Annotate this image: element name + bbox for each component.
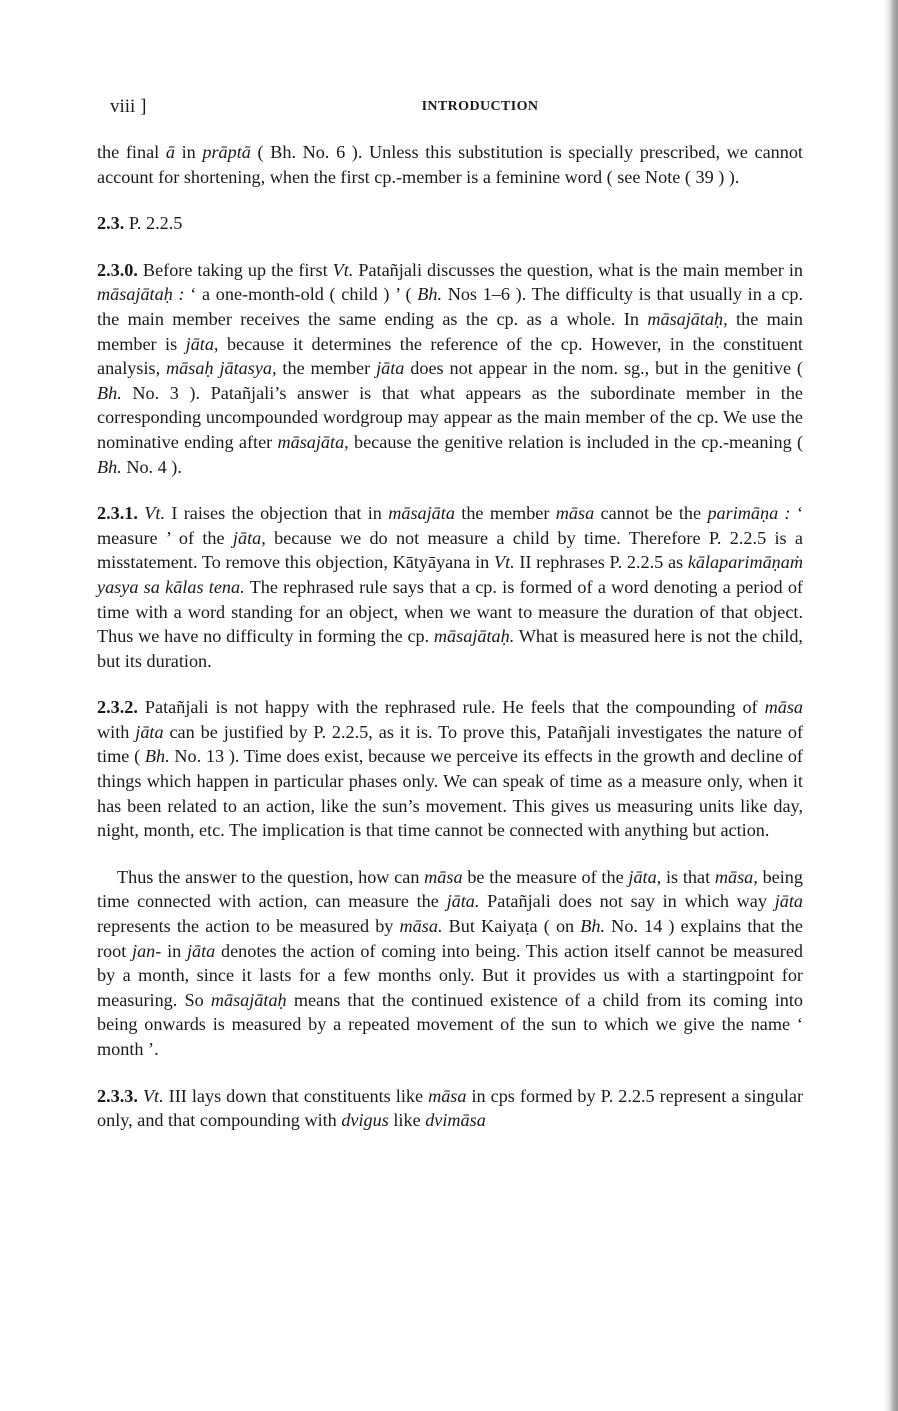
- paragraph-2-3-1: 2.3.1. Vt. I raises the objection that in māsajāta the member māsa cannot be the parimāṇa : ‘ measure ’ of the jāta, because we do not measure a child by time. Therefore P. 2.2.5 is a misstatement. To remove this objection, Kātyāyana in Vt. II rephrases P. 2.2.5 as kālaparimāṇaṁ yasya sa kālas tena. The rephrased rule says that a cp. is formed of a word denoting a period of time with a word standing for an object, when we want to measure the duration of that object. Thus we have no difficulty in forming the cp. māsajātaḥ. What is measured here is not the child, but its duration.: [97, 503, 803, 671]
- page-number: viii ]: [110, 96, 147, 117]
- page-body: [97, 140, 803, 1133]
- paragraph-continuation: the final ā in prāptā ( Bh. No. 6 ). Unless this substitution is specially prescribed, we cannot account for shortening, when the first cp.-member is a feminine word ( see Note ( 39 ) ).: [97, 142, 803, 187]
- running-header: [110, 96, 810, 120]
- paragraph-2-3-2: 2.3.2. Patañjali is not happy with the rephrased rule. He feels that the compounding of māsa with jāta can be justified by P. 2.2.5, as it is. To prove this, Patañjali investigates the nature of time ( Bh. No. 13 ). Time does exist, because we perceive its effects in the growth and decline of things which happen in particular phases only. We can speak of time as a measure only, when it has been related to an action, like the sun’s movement. This gives us measuring units like day, night, month, etc. The implication is that time cannot be connected with anything but action.: [97, 697, 804, 841]
- paragraph-2-3-0: 2.3.0. Before taking up the first Vt. Patañjali discusses the question, what is the main member in māsajātaḥ : ‘ a one-month-old ( child ) ’ ( Bh. Nos 1–6 ). The difficulty is that usually in a cp. the main member receives the same ending as the cp. as a whole. In māsajātaḥ, the main member is jāta, because it determines the reference of the cp. However, in the constituent analysis, māsaḥ jātasya, the member jāta does not appear in the nom. sg., but in the genitive ( Bh. No. 3 ). Patañjali’s answer is that what appears as the subordinate member in the corresponding uncompounded wordgroup may appear as the main member of the cp. We use the nominative ending after māsajāta, because the genitive relation is included in the cp.-meaning ( Bh. No. 4 ).: [97, 259, 804, 477]
- running-title: INTRODUCTION: [421, 99, 539, 114]
- paragraph-2-3-3: 2.3.3. Vt. III lays down that constituents like māsa in cps formed by P. 2.2.5 represent a singular only, and that compounding with dvigus like dvimāsa: [97, 1085, 804, 1131]
- paragraph-2-3-2-continued: Thus the answer to the question, how can māsa be the measure of the jāta, is that māsa, being time connected with action, can measure the jāta. Patañjali does not say in which way jāta represents the action to be measured by māsa. But Kaiyaṭa ( on Bh. No. 14 ) explains that the root jan- in jāta denotes the action of coming into being. This action itself cannot be measured by a month, since it lasts for a few months only. But it provides us with a startingpoint for measuring. So māsajātaḥ means that the continued existence of a child from its coming into being onwards is measured by a repeated movement of the sun to which we give the name ‘ month ’.: [97, 866, 804, 1059]
- section-heading-2-3: 2.3. P. 2.2.5: [97, 213, 183, 234]
- scan-edge-shadow: [884, 0, 898, 1411]
